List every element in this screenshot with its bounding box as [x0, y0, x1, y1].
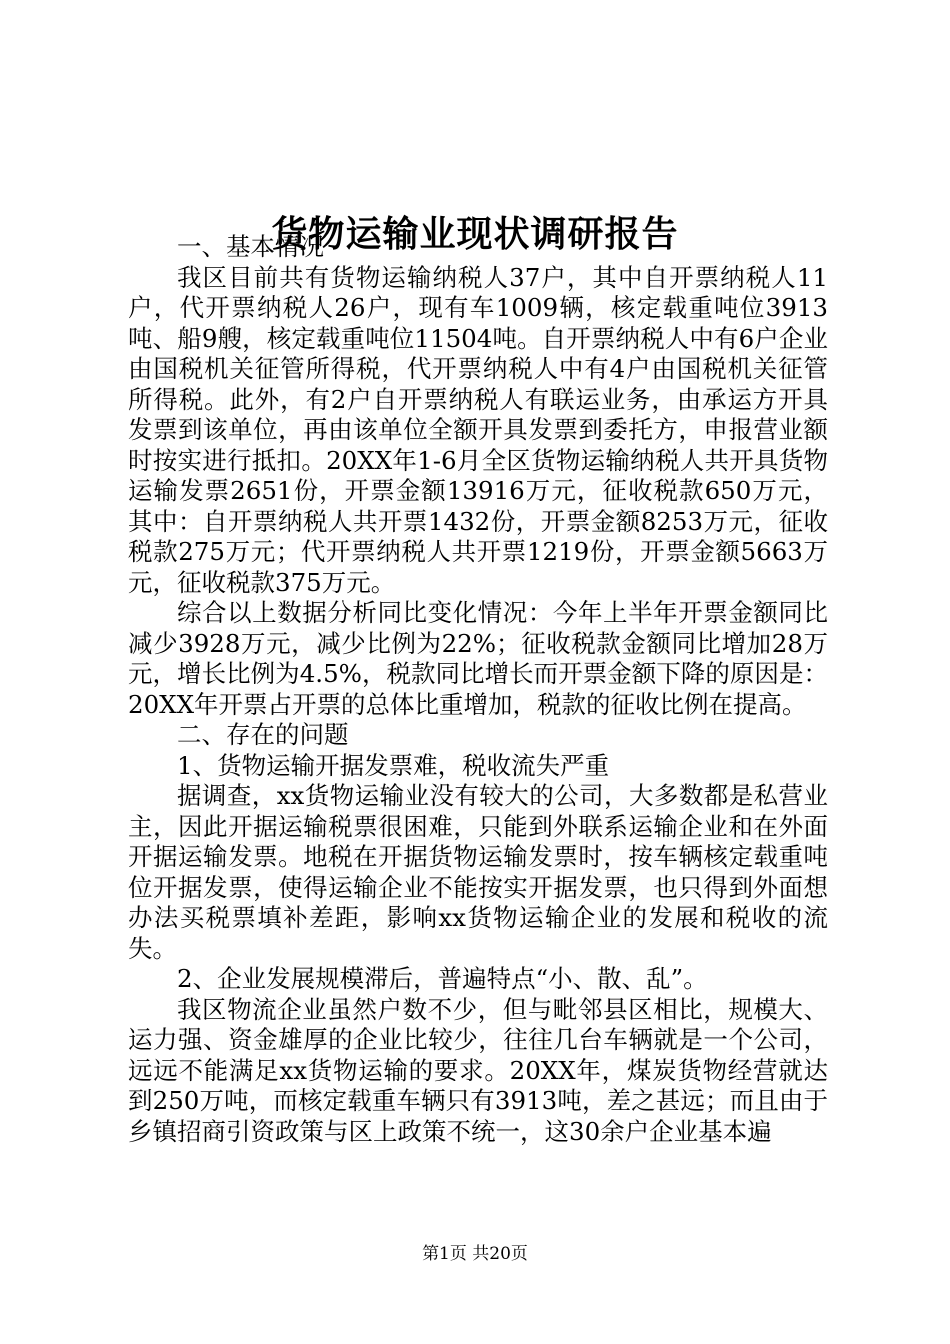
paragraph: 我区目前共有货物运输纳税人37户，其中自开票纳税人11户，代开票纳税人26户，现有车1009辆，核定载重吨位3913吨、船9艘，核定载重吨位11504吨。自开票纳税人中有6户企业由国税机关征管所得税，代开票纳税人中有4户由国税机关征管所得税。此外，有2户自开票纳税人有联运业务，由承运方开具发票到该单位，再由该单位全额开具发票到委托方，申报营业额时按实进行抵扣。20XX年1-6月全区货物运输纳税人共开具货物运输发票2651份，开票金额13916万元，征收税款650万元，其中：自开票纳税人共开票1432份，开票金额8253万元，征收税款275万元；代开票纳税人共开票1219份，开票金额5663万元，征收税款375万元。 [128, 262, 828, 597]
subheading: 2、企业发展规模滞后，普遍特点“小、散、乱”。 [177, 964, 708, 993]
document-title: 货物运输业现状调研报告 [271, 213, 679, 256]
paragraph: 我区物流企业虽然户数不少，但与毗邻县区相比，规模大、运力强、资金雄厚的企业比较少，往往几台车辆就是一个公司，远远不能满足xx货物运输的要求。20XX年，煤炭货物经营就达到250万吨，而核定载重车辆只有3913吨，差之甚远；而且由于乡镇招商引资政策与区上政策不统一，这30余户企业基本遍 [128, 994, 828, 1146]
section-heading-problems: 二、存在的问题 [177, 720, 349, 749]
paragraph: 据调查，xx货物运输业没有较大的公司，大多数都是私营业主，因此开据运输税票很困难，只能到外联系运输企业和在外面开据运输发票。地税在开据货物运输发票时，按车辆核定载重吨位开据发票，使得运输企业不能按实开据发票，也只得到外面想办法买税票填补差距，影响xx货物运输企业的发展和税收的流失。 [128, 781, 828, 963]
subheading: 1、货物运输开据发票难，税收流失严重 [177, 750, 610, 780]
paragraph: 综合以上数据分析同比变化情况：今年上半年开票金额同比减少3928万元，减少比例为22%；征收税款金额同比增加28万元，增长比例为4.5%，税款同比增长而开票金额下降的原因是：20XX年开票占开票的总体比重增加，税款的征收比例在提高。 [128, 598, 828, 719]
document-body [128, 232, 828, 1147]
page-footer: 第1页 共20页 [422, 1244, 528, 1264]
section-heading-basic: 一、基本情况 [177, 232, 324, 261]
